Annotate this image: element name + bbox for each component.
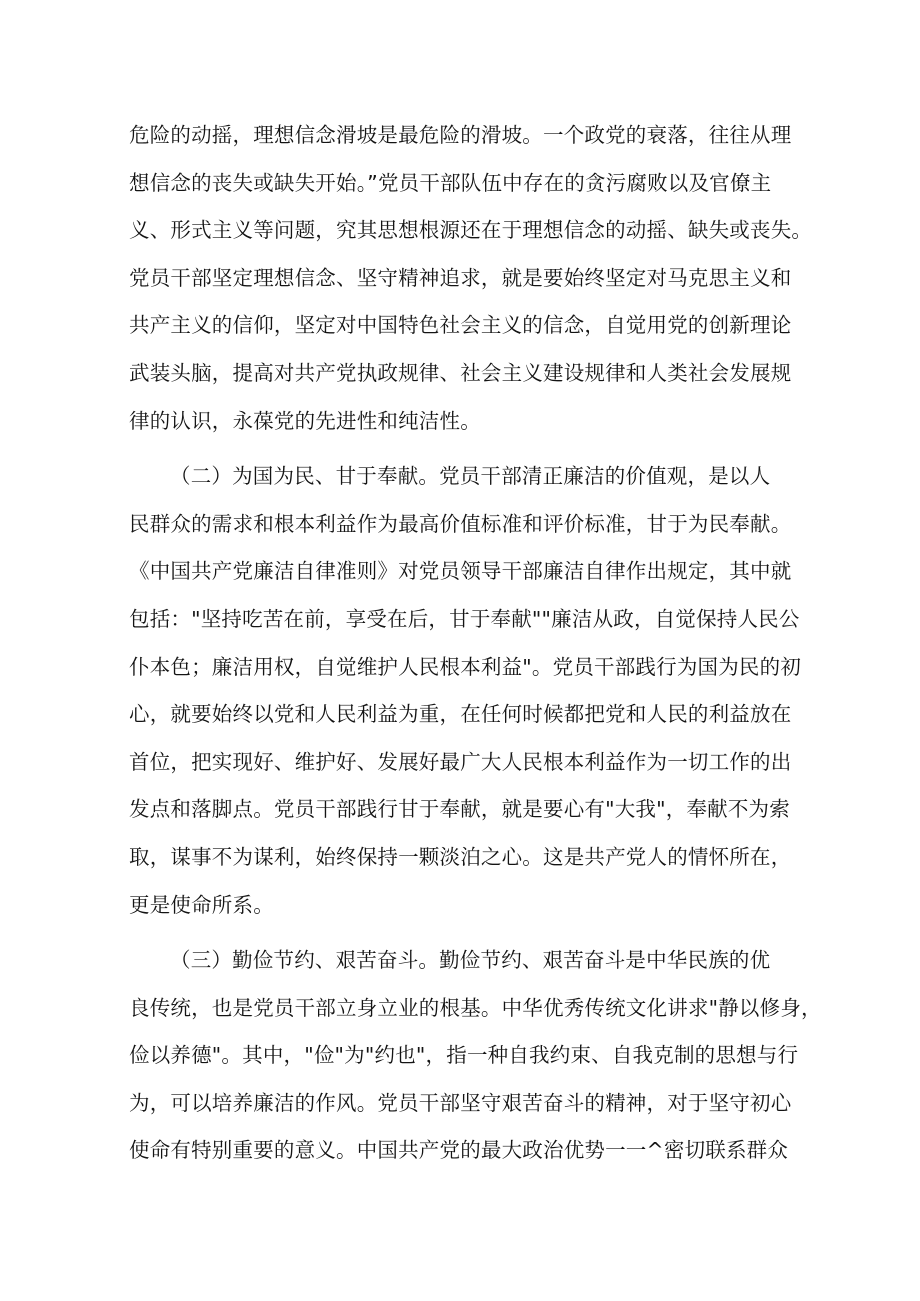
text-line: 共产主义的信仰，坚定对中国特色社会主义的信念，自觉用党的创新理论 xyxy=(129,313,792,338)
paragraph xyxy=(129,937,822,1175)
text-line: 发点和落脚点。党员干部践行甘于奉献，就是要心有"大我"，奉献不为索 xyxy=(129,797,790,822)
text-line: 民群众的需求和根本利益作为最高价值标准和评价标准，甘于为民奉献。 xyxy=(129,511,792,536)
text-line: 仆本色；廉洁用权，自觉维护人民根本利益"。党员干部践行为国为民的初 xyxy=(129,654,802,679)
text-line: 心，就要始终以党和人民利益为重，在任何时候都把党和人民的利益放在 xyxy=(129,702,792,727)
text-line: 义、形式主义等问题，究其思想根源还在于理想信念的动摇、缺失或丧失。 xyxy=(129,218,813,243)
text-line: 律的认识，永葆党的先进性和纯洁性。 xyxy=(129,408,481,433)
text-line: 党员干部坚定理想信念、坚守精神追求，就是要始终坚定对马克思主义和 xyxy=(129,265,792,290)
text-line: 更是使命所系。 xyxy=(129,892,274,917)
text-line: 包括："坚持吃苦在前，享受在后，甘于奉献""廉洁从政，自觉保持人民公 xyxy=(129,606,800,631)
paragraph xyxy=(129,112,813,445)
text-line: 取，谋事不为谋利，始终保持一颗淡泊之心。这是共产党人的情怀所在， xyxy=(129,844,792,869)
document-body xyxy=(129,112,822,1175)
text-line: （三）勤俭节约、艰苦奋斗。勤俭节约、艰苦奋斗是中华民族的优 xyxy=(170,948,771,973)
text-line: 危险的动摇，理想信念滑坡是最危险的滑坡。一个政党的衰落，往往从理 xyxy=(129,123,792,147)
text-line: 首位，把实现好、维护好、发展好最广大人民根本利益作为一切工作的出 xyxy=(129,749,792,774)
text-line: 俭以养德"。其中，"俭"为"约也"，指一种自我约束、自我克制的思想与行 xyxy=(129,1043,799,1068)
text-line: 为，可以培养廉洁的作风。党员干部坚守艰苦奋斗的精神，对于坚守初心 xyxy=(129,1090,792,1115)
text-line: 良传统，也是党员干部立身立业的根基。中华优秀传统文化讲求"静以修身， xyxy=(129,995,822,1020)
text-line: 《中国共产党廉洁自律准则》对党员领导干部廉洁自律作出规定，其中就 xyxy=(129,559,792,584)
text-line: 使命有特别重要的意义。中国共产党的最大政治优势一一^密切联系群众 xyxy=(129,1138,789,1163)
paragraph-gap xyxy=(129,445,789,453)
paragraph-gap xyxy=(129,929,789,937)
text-line: （二）为国为民、甘于奉献。党员干部清正廉洁的价值观，是以人 xyxy=(170,464,771,489)
text-line: 武装头脑，提高对共产党执政规律、社会主义建设规律和人类社会发展规 xyxy=(129,360,792,385)
paragraph xyxy=(129,453,802,929)
text-line: 想信念的丧失或缺失开始。”党员干部队伍中存在的贪污腐败以及官僚主 xyxy=(129,170,772,195)
